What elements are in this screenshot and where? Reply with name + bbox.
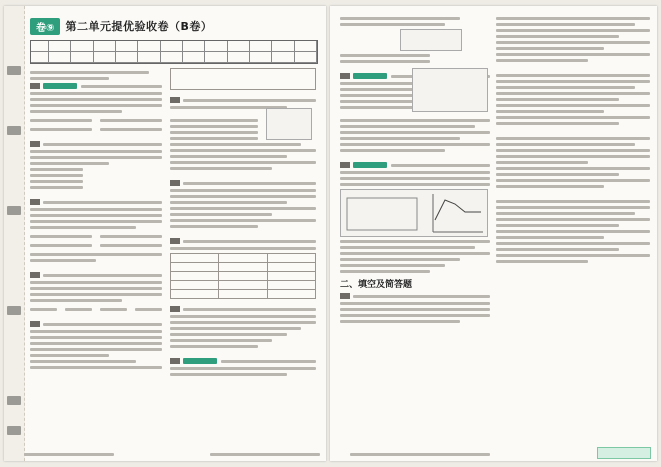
binding-margin	[4, 6, 25, 461]
apparatus-figure	[266, 108, 312, 140]
right-page	[330, 6, 657, 461]
left-page	[4, 6, 326, 461]
exam-title: 第二单元提优验收卷（B卷）	[65, 20, 213, 33]
right-column-2	[496, 14, 650, 445]
brand-strip	[597, 447, 651, 459]
exam-title-bar	[30, 18, 242, 34]
score-table	[30, 40, 318, 64]
exam-badge: 卷⑨	[30, 18, 60, 35]
section-fill-blank-title: 二、填空及简答题	[340, 280, 413, 290]
right-column-1	[340, 14, 490, 445]
experiment-apparatus-figure	[412, 68, 488, 112]
left-footer	[24, 449, 320, 459]
left-column-2	[170, 68, 316, 445]
graph-svg	[341, 190, 487, 236]
left-column-1	[30, 68, 162, 445]
name-box	[170, 68, 316, 90]
choice-table	[170, 253, 316, 299]
flask-figure	[400, 29, 462, 51]
pressure-graph-figure	[340, 189, 488, 237]
